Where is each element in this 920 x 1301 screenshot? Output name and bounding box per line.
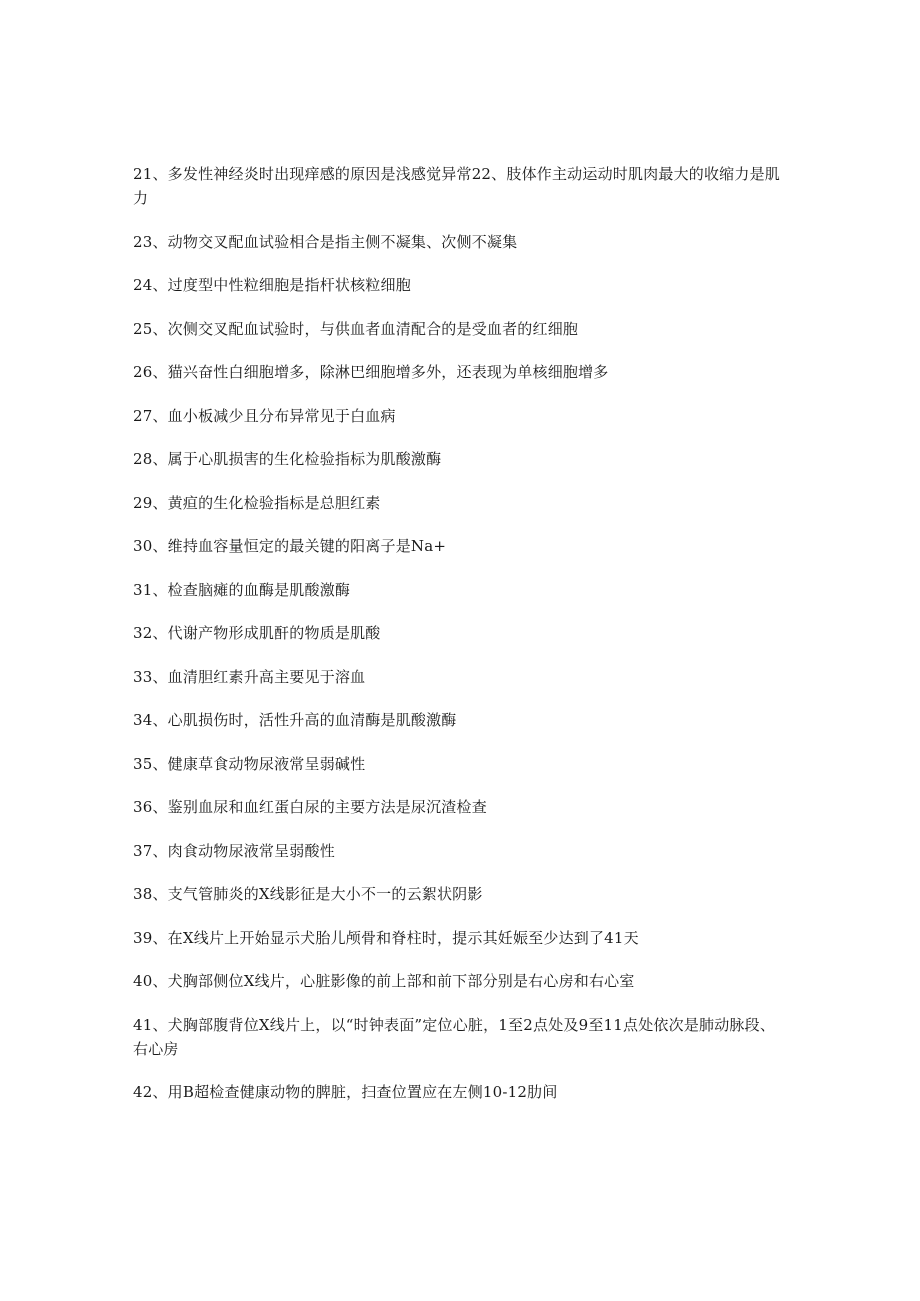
question-item-40: 40、犬胸部侧位X线片，心脏影像的前上部和前下部分别是右心房和右心室 bbox=[133, 972, 635, 990]
question-item-26: 26、猫兴奋性白细胞增多，除淋巴细胞增多外，还表现为单核细胞增多 bbox=[133, 363, 609, 381]
question-item-25: 25、次侧交叉配血试验时，与供血者血清配合的是受血者的红细胞 bbox=[133, 319, 579, 338]
question-item-23: 23、动物交叉配血试验相合是指主侧不凝集、次侧不凝集 bbox=[133, 232, 518, 251]
question-item-24: 24、过度型中性粒细胞是指杆状核粒细胞 bbox=[133, 276, 411, 294]
question-item-37: 37、肉食动物尿液常呈弱酸性 bbox=[133, 841, 335, 860]
question-item-32: 32、代谢产物形成肌酐的物质是肌酸 bbox=[133, 624, 381, 642]
question-item-33: 33、血清胆红素升高主要见于溶血 bbox=[133, 667, 366, 686]
question-item-39: 39、在X线片上开始显示犬胎儿颅骨和脊柱时，提示其妊娠至少达到了41天 bbox=[133, 928, 639, 947]
question-item-29: 29、黄疸的生化检验指标是总胆红素 bbox=[133, 493, 381, 512]
question-item-31: 31、检查脑瘫的血酶是肌酸激酶 bbox=[133, 580, 351, 599]
question-item-35: 35、健康草食动物尿液常呈弱碱性 bbox=[133, 754, 366, 773]
question-item-28: 28、属于心肌损害的生化检验指标为肌酸激酶 bbox=[133, 450, 442, 468]
question-item-42: 42、用B超检查健康动物的脾脏，扫查位置应在左侧10-12肋间 bbox=[133, 1083, 558, 1101]
question-item-27: 27、血小板减少且分布异常见于白血病 bbox=[133, 406, 396, 425]
question-item-34: 34、心肌损伤时，活性升高的血清酶是肌酸激酶 bbox=[133, 711, 457, 729]
document-body bbox=[133, 162, 788, 1124]
question-item-41: 41、犬胸部腹背位X线片上，以“时钟表面”定位心脏，1至2点处及9至11点处依次是肺动脉段、右心房 bbox=[133, 1015, 776, 1058]
question-item-38: 38、支气管肺炎的X线影征是大小不一的云絮状阴影 bbox=[133, 885, 483, 903]
question-item-30: 30、维持血容量恒定的最关键的阳离子是Na+ bbox=[133, 537, 447, 555]
question-item-36: 36、鉴别血尿和血红蛋白尿的主要方法是尿沉渣检查 bbox=[133, 798, 487, 816]
question-item-21: 21、多发性神经炎时出现痒感的原因是浅感觉异常22、肢体作主动运动时肌肉最大的收缩力是肌力 bbox=[133, 165, 780, 207]
